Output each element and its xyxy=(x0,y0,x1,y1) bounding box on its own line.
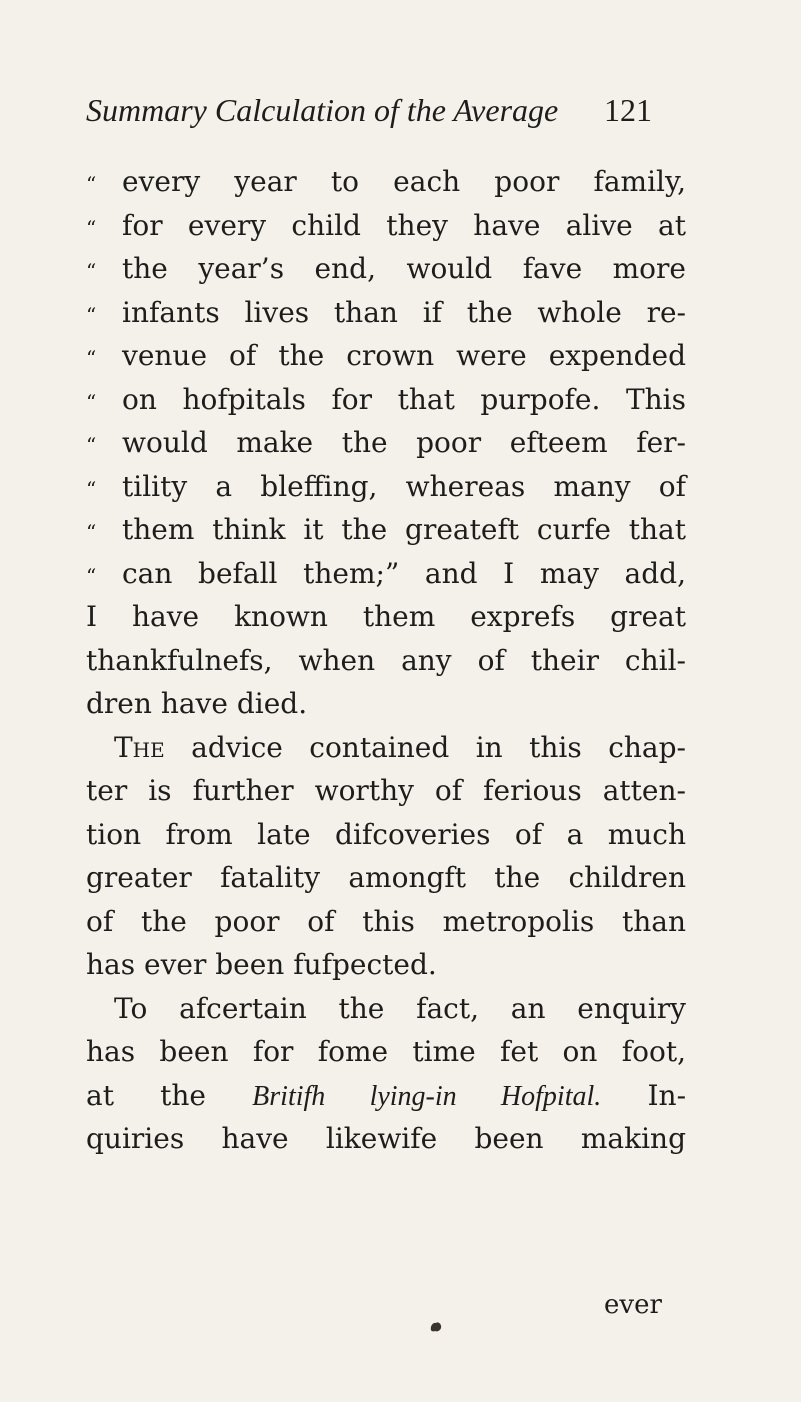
line-text: them think it the greateft curfe that xyxy=(122,513,686,546)
line-text: infants lives than if the whole re- xyxy=(122,295,686,329)
small-caps-word: The xyxy=(114,730,165,764)
quoted-line xyxy=(86,552,686,596)
quote-mark: “ xyxy=(86,433,97,457)
quote-mark: “ xyxy=(86,302,97,327)
text-line: dren have died. xyxy=(86,687,308,720)
quoted-line xyxy=(86,508,686,552)
quoted-line xyxy=(86,421,686,465)
text-line: To afcertain the fact, an enquiry xyxy=(114,991,686,1025)
text-line: greater fatality amongft the children xyxy=(86,861,686,894)
quote-mark: “ xyxy=(86,520,97,544)
text-line: ter is further worthy of ferious atten- xyxy=(86,774,686,807)
italic-hospital-name: Britifh lying-in Hofpital. xyxy=(252,1080,602,1112)
quote-mark: “ xyxy=(86,563,97,588)
line-text: the year’s end, would fave more xyxy=(122,252,686,285)
text-line: of the poor of this metropolis than xyxy=(86,904,686,938)
line-text: would make the poor efteem fer- xyxy=(122,426,686,459)
quoted-line xyxy=(86,247,686,291)
line-text: can befall them;” and I may add, xyxy=(122,556,686,590)
line-text: venue of the crown were expended xyxy=(122,339,686,372)
line-text: for every child they have alive at xyxy=(122,208,686,242)
page-number: 121 xyxy=(604,92,652,128)
quoted-line xyxy=(86,465,686,509)
quote-mark: “ xyxy=(86,172,97,196)
quote-mark: “ xyxy=(86,215,97,240)
quoted-line xyxy=(86,204,686,248)
line-text: In- xyxy=(647,1078,687,1112)
quote-mark: “ xyxy=(86,259,97,283)
text-line: tion from late difcoveries of a much xyxy=(86,817,686,851)
text-line: has been for fome time fet on foot, xyxy=(86,1035,686,1068)
quoted-line xyxy=(86,378,686,422)
running-title: Summary Calculation of the Average xyxy=(86,92,559,128)
line-text: advice contained in this chap- xyxy=(191,730,686,764)
text-line: quiries have likewife been making xyxy=(86,1122,686,1155)
text-line-with-italic xyxy=(86,1074,686,1118)
line-text: tility a bleffing, whereas many of xyxy=(122,469,686,503)
text-line: thankfulnefs, when any of their chil- xyxy=(86,643,686,677)
quote-mark: “ xyxy=(86,346,97,370)
quoted-line xyxy=(86,334,686,378)
quote-mark: “ xyxy=(86,389,97,414)
line-text: every year to each poor family, xyxy=(122,165,686,198)
quoted-line xyxy=(86,291,686,335)
text-line: has ever been fufpected. xyxy=(86,948,437,981)
quote-mark: “ xyxy=(86,476,97,501)
body-text xyxy=(86,160,686,1161)
quoted-line xyxy=(86,160,686,204)
catchword: ever xyxy=(604,1290,662,1320)
text-line: I have known them exprefs great xyxy=(86,600,686,633)
ink-blot-icon xyxy=(428,1318,444,1334)
line-text: at the xyxy=(86,1078,206,1112)
line-text: on hofpitals for that purpofe. This xyxy=(122,382,686,416)
paragraph-opening-line xyxy=(86,726,686,770)
